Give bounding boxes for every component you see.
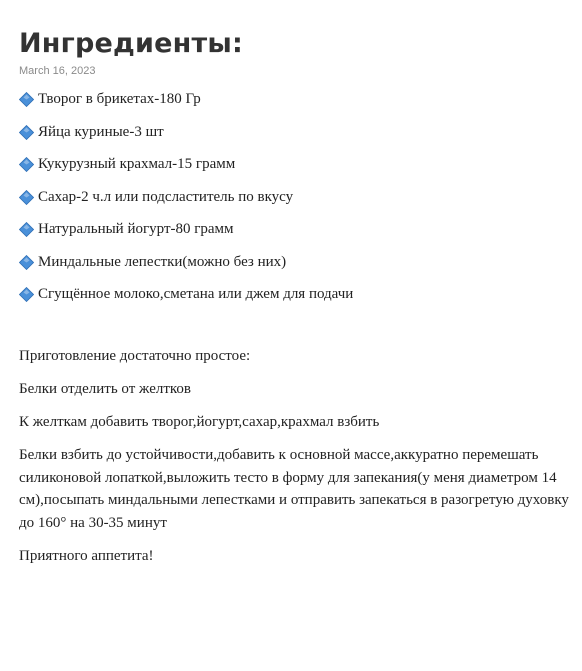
list-item — [19, 89, 353, 122]
ingredient-text: Кукурузный крахмал-15 грамм — [38, 156, 236, 172]
ingredient-text: Творог в брикетах-180 Гр — [38, 91, 201, 107]
ingredient-text: Сгущённое молоко,сметана или джем для подачи — [38, 286, 354, 302]
small-blue-diamond-icon — [19, 222, 34, 237]
list-item — [19, 219, 353, 252]
instruction-step: К желткам добавить творог,йогурт,сахар,крахмал взбить — [19, 414, 380, 430]
ingredient-text: Сахар-2 ч.л или подсластитель по вкусу — [38, 188, 294, 205]
ingredient-text: Натуральный йогурт-80 грамм — [38, 221, 234, 237]
ingredient-list — [19, 89, 353, 317]
ingredient-text: Яйца куриные-3 шт — [38, 123, 164, 140]
small-blue-diamond-icon — [19, 255, 34, 270]
small-blue-diamond-icon — [19, 92, 34, 107]
ingredient-text: Миндальные лепестки(можно без них) — [38, 253, 287, 270]
list-item — [19, 187, 353, 220]
instruction-step: Белки взбить до устойчивости,добавить к основной массе,аккуратно перемешать силиконовой лопаткой,выложить тесто в форму для запекания(у меня диаметром 14 см),посыпать миндальными лепестками и отправить запекаться в разогретую духовку до 160° на 30-35 минут — [19, 447, 569, 531]
small-blue-diamond-icon — [19, 157, 34, 172]
closing-line: Приятного аппетита! — [19, 548, 154, 564]
list-item — [19, 284, 353, 317]
list-item — [19, 154, 353, 187]
instruction-step: Белки отделить от желтков — [19, 381, 192, 397]
small-blue-diamond-icon — [19, 190, 34, 205]
small-blue-diamond-icon — [19, 125, 34, 140]
instructions — [19, 345, 575, 578]
page-title: Ингредиенты: — [19, 28, 243, 59]
instructions-intro: Приготовление достаточно простое: — [19, 348, 251, 364]
list-item — [19, 122, 353, 155]
small-blue-diamond-icon — [19, 287, 34, 302]
post-date: March 16, 2023 — [19, 65, 96, 77]
list-item — [19, 252, 353, 285]
